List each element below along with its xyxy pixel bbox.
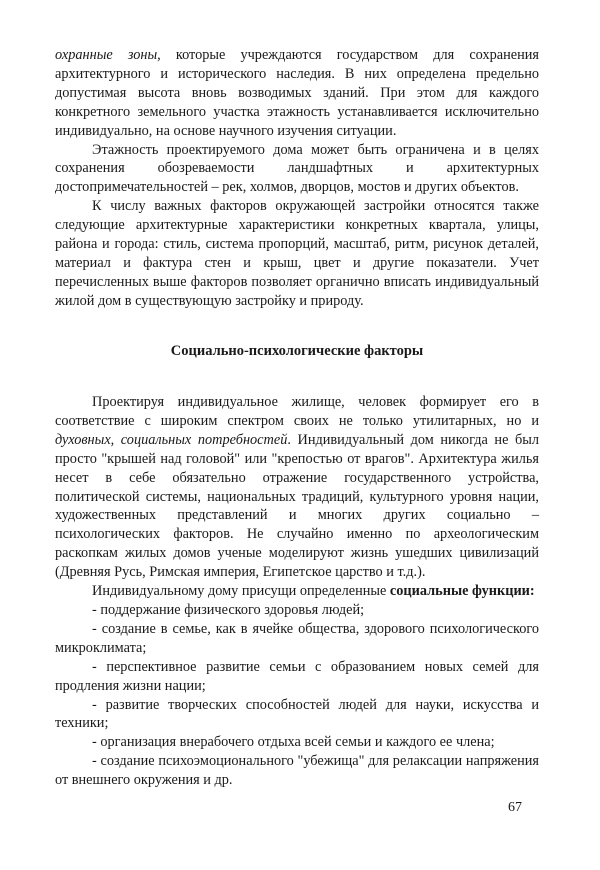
list-item-text: поддержание физического здоровья людей; bbox=[100, 601, 365, 618]
paragraph-text: . Индивидуальный дом никогда не был просто "крышей над головой" или "крепостью от врагов". Архитектура жилья несет в себе обязательно отражение государственного устройства, политической системы, национальных традиций, культурного уровня нации, художественных представлений и многих других социально – психологических факторов. Не случайно именно по археологическим раскопкам жилых домов ученые моделируют жизнь ушедших цивилизаций (Древняя Русь, Римская империя, Египетское царство и т.д.). bbox=[55, 431, 540, 581]
list-item bbox=[55, 752, 539, 790]
section-heading: Социально-психологические факторы bbox=[170, 343, 424, 359]
paragraph-storeys: Этажность проектируемого дома может быть ограничена и в целях сохранения обозреваемости ландшафтных и архитектурных достопримечательностей – рек, холмов, дворцов, мостов и других объектов. bbox=[55, 141, 539, 196]
list-marker: - bbox=[92, 601, 97, 618]
paragraph-design bbox=[55, 393, 539, 582]
page-number: 67 bbox=[508, 800, 522, 815]
term-social-functions: социальные функции: bbox=[389, 583, 535, 600]
list-item bbox=[55, 620, 539, 658]
paragraph-functions-intro bbox=[55, 582, 539, 601]
list-marker: - bbox=[92, 696, 97, 713]
list-marker: - bbox=[92, 620, 97, 637]
list-item-text: развитие творческих способностей людей для науки, искусства и техники; bbox=[55, 696, 540, 732]
list-item bbox=[55, 658, 539, 696]
paragraph-text: , которые учреждаются государством для сохранения архитектурного и исторического наследия. В них определена предельно допустимая высота вновь возводимых зданий. При этом для каждого конкретного земельного участка этажность устанавливается исключительно индивидуально, на основе научного изучения ситуации. bbox=[55, 47, 539, 139]
list-marker: - bbox=[92, 753, 97, 770]
paragraph-surrounding-factors: К числу важных факторов окружающей застройки относятся также следующие архитектурные характеристики конкретных квартала, улицы, района и города: стиль, система пропорций, масштаб, ритм, рисунок деталей, материал и фактура стен и крыш, цвет и другие показатели. Учет перечисленных выше факторов позволяет органично вписать индивидуальный жилой дом в существующую застройку и природу. bbox=[55, 198, 539, 309]
text-block-top bbox=[55, 46, 539, 311]
list-item-text: перспективное развитие семьи с образованием новых семей для продления жизни нации; bbox=[55, 658, 539, 694]
text-block-bottom bbox=[55, 393, 539, 790]
functions-list bbox=[55, 601, 539, 790]
list-marker: - bbox=[92, 734, 97, 751]
list-item bbox=[55, 696, 539, 734]
list-item-text: создание психоэмоционального "убежища" для релаксации напряжения от внешнего окружения и др. bbox=[55, 753, 539, 789]
paragraph-text: Индивидуальному дому присущи определенные bbox=[92, 583, 390, 600]
term-needs: духовных, социальных потребностей bbox=[55, 431, 288, 448]
paragraph-text: Проектируя индивидуальное жилище, человек формирует его в соответствие с широким спектром своих не только утилитарных, но и bbox=[55, 394, 539, 429]
list-marker: - bbox=[92, 658, 97, 675]
list-item-text: организация внерабочего отдыха всей семьи и каждого ее члена; bbox=[100, 734, 495, 751]
list-item bbox=[55, 601, 539, 620]
paragraph-protected-zones bbox=[55, 46, 539, 141]
term-protected-zones: охранные зоны bbox=[55, 47, 158, 63]
list-item bbox=[55, 733, 539, 752]
list-item-text: создание в семье, как в ячейке общества, здорового психологического микроклимата; bbox=[55, 620, 540, 656]
